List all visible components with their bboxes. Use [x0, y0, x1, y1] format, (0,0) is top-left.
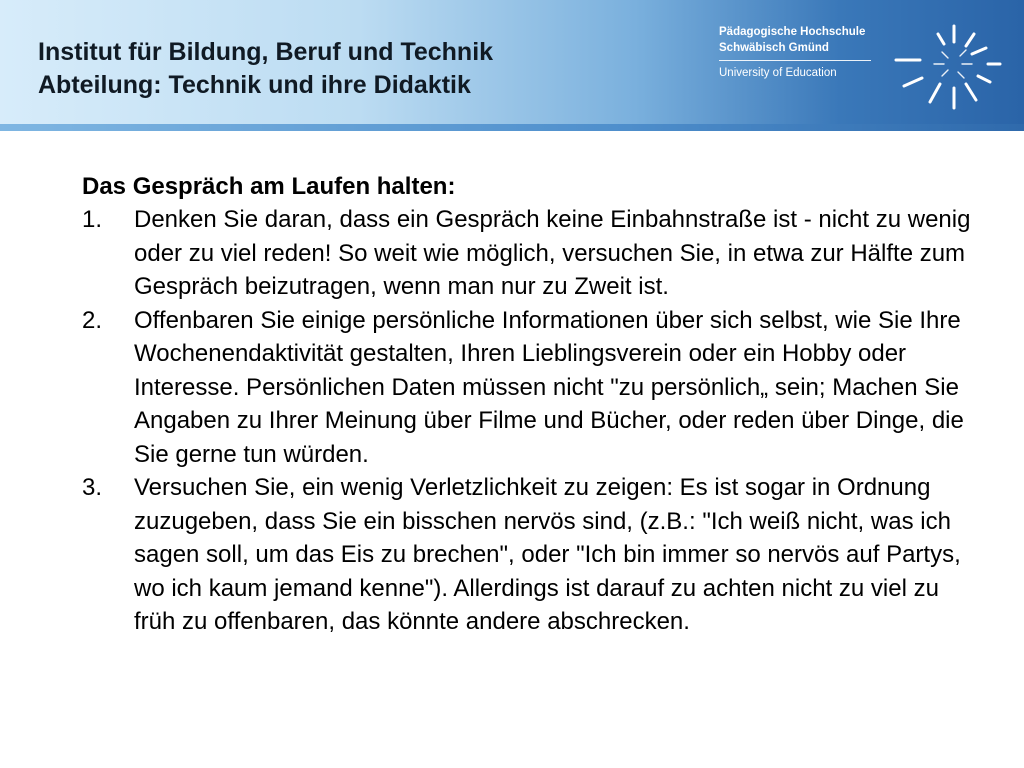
slide-content	[82, 170, 982, 639]
sunburst-logo-icon	[892, 20, 1010, 116]
logo-line-1: Pädagogische Hochschule	[719, 26, 866, 38]
list-item-number: 1.	[82, 206, 103, 233]
institute-title	[38, 36, 493, 102]
section-heading: Das Gespräch am Laufen halten:	[82, 173, 456, 200]
list-item	[82, 471, 982, 639]
logo-separator	[719, 60, 871, 61]
institute-name: Institut für Bildung, Beruf und Technik	[38, 38, 494, 66]
list-item-number: 2.	[82, 306, 103, 334]
list-item-text: Versuchen Sie, ein wenig Verletzlichkeit zu zeigen: Es ist sogar in Ordnung zuzugeben, dass Sie ein bisschen nervös sind, (z.B.: "Ich weiß nicht, was ich sagen soll, um das Eis zu brechen", oder "Ich bin immer so nervös auf Partys, wo ich kaum jemand kenne"). Allerdings ist darauf zu achten nicht zu viel zu früh zu offenbaren, das könnte andere abschrecken.	[134, 474, 961, 635]
logo-line-3: University of Education	[719, 67, 837, 79]
header-divider	[0, 124, 1024, 131]
list-item-text: Denken Sie daran, dass ein Gespräch keine Einbahnstraße ist - nicht zu wenig oder zu viel reden! So weit wie möglich, versuchen Sie, in etwa zur Hälfte zum Gespräch beizutragen, wenn man nur zu Zweit ist.	[134, 206, 971, 300]
university-logo-text	[719, 24, 871, 80]
logo-line-2: Schwäbisch Gmünd	[719, 42, 829, 54]
list-item-text: Offenbaren Sie einige persönliche Informationen über sich selbst, wie Sie Ihre Wochenendaktivität gestalten, Ihren Lieblingsverein oder ein Hobby oder Interesse. Persönlichen Daten müssen nicht "zu persönlich„ sein; Machen Sie Angaben zu Ihrer Meinung über Filme und Bücher, oder reden über Dinge, die Sie gerne tun würden.	[134, 306, 964, 468]
header-banner	[0, 0, 1024, 128]
tips-list	[82, 203, 982, 639]
list-item	[82, 304, 982, 472]
list-item	[82, 203, 982, 304]
department-name: Abteilung: Technik und ihre Didaktik	[38, 71, 471, 99]
list-item-number: 3.	[82, 474, 103, 501]
